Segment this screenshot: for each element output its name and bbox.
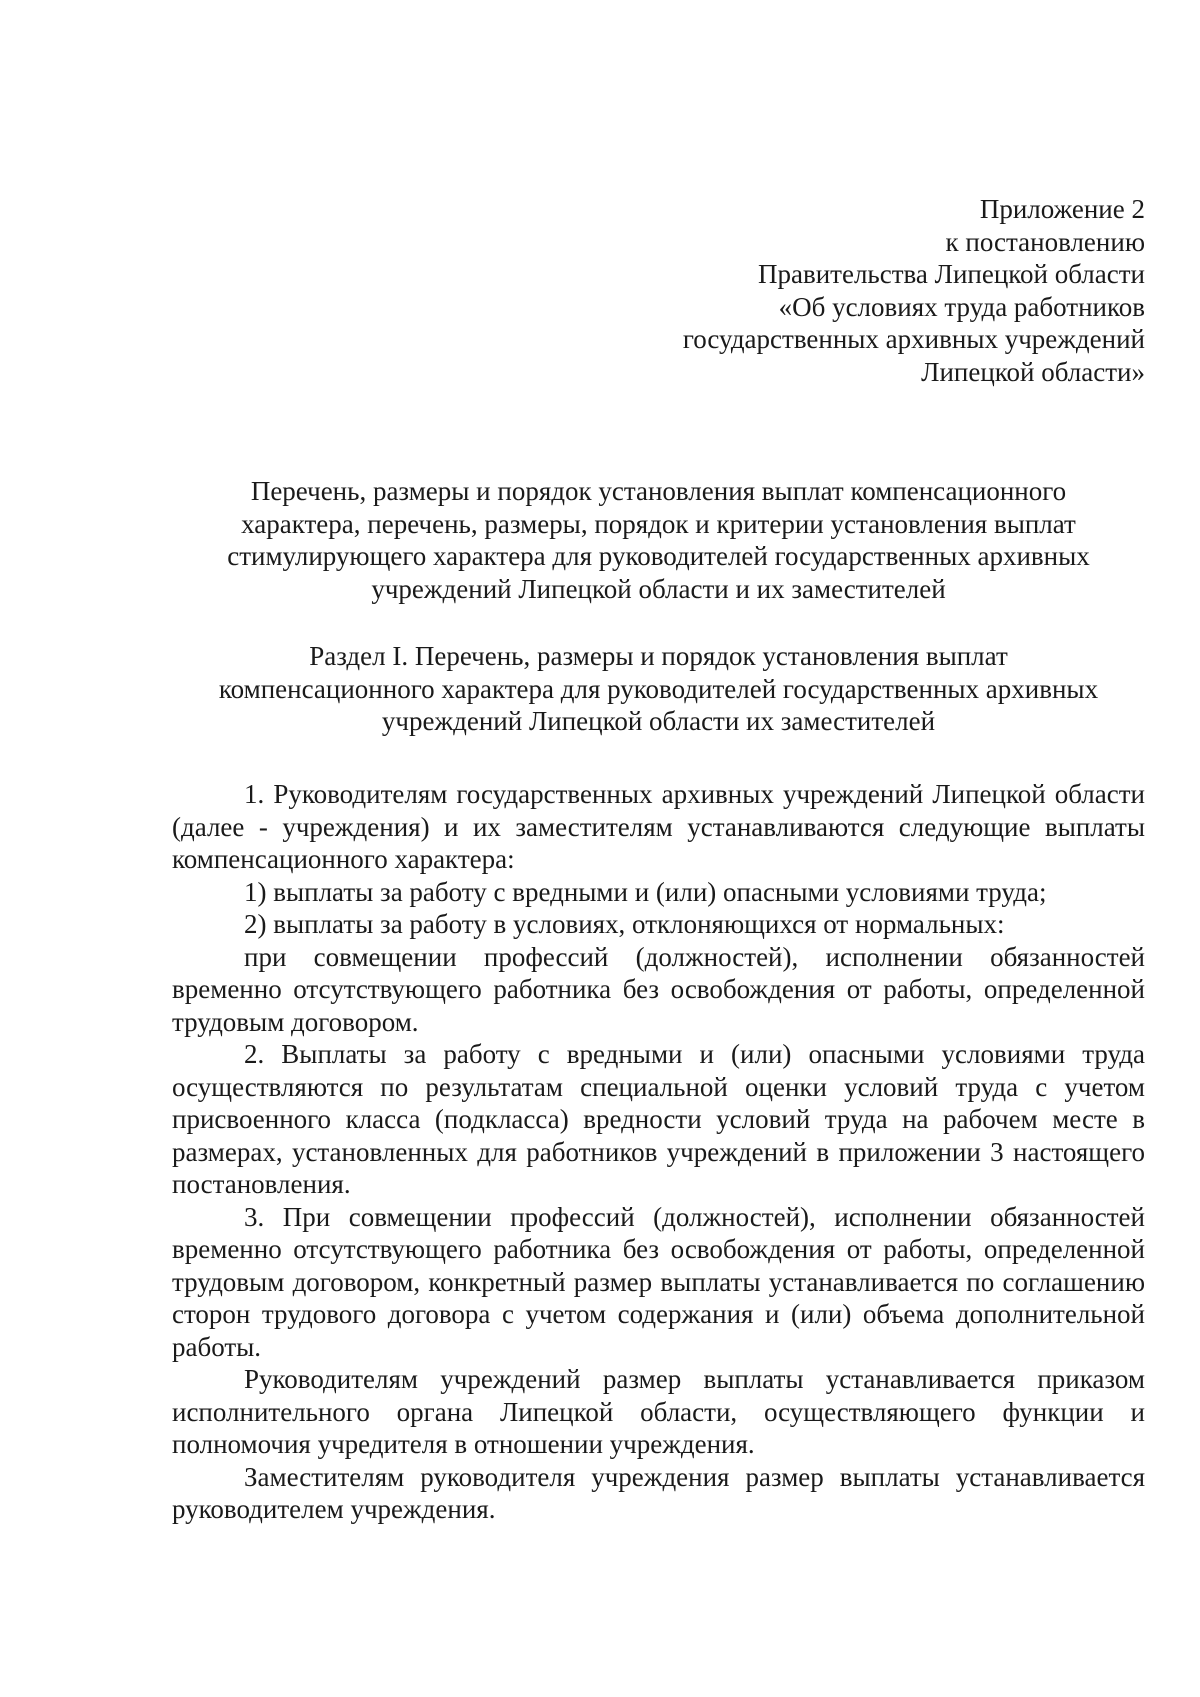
section-heading-line: Раздел I. Перечень, размеры и порядок установления выплат xyxy=(309,641,1008,671)
title-line: Перечень, размеры и порядок установления выплат компенсационного xyxy=(250,476,1067,506)
title-line: характера, перечень, размеры, порядок и критерии установления выплат xyxy=(241,508,1076,539)
paragraph-item-2: 2. Выплаты за работу с вредными и (или) опасными условиями труда осуществляются по результатам специальной оценки условий труда с учетом присвоенного класса (подкласса) вредности условий труда на рабочем месте в размерах, установленных для работников учреждений в приложении 3 настоящего постановления. xyxy=(172,1039,1145,1199)
section-heading-line: учреждений Липецкой области их заместителей xyxy=(381,706,936,736)
appendix-line: Приложение 2 xyxy=(979,194,1145,224)
appendix-line: к постановлению xyxy=(945,226,1145,257)
paragraph-combination: при совмещении профессий (должностей), исполнении обязанностей временно отсутствующего работника без освобождения от работы, определенной трудовым договором. xyxy=(172,941,1145,1037)
paragraph-subitem-1: 1) выплаты за работу с вредными и (или) опасными условиями труда; xyxy=(244,876,1047,907)
paragraph-subitem-2: 2) выплаты за работу в условиях, отклоняющихся от нормальных: xyxy=(244,909,1005,939)
paragraph-deputies: Заместителям руководителя учреждения размер выплаты устанавливается руководителем учреждения. xyxy=(172,1461,1145,1524)
title-line: учреждений Липецкой области и их заместителей xyxy=(371,573,946,604)
paragraph-heads: Руководителям учреждений размер выплаты устанавливается приказом исполнительного органа Липецкой области, осуществляющего функции и полномочия учредителя в отношении учреждения. xyxy=(172,1364,1145,1459)
appendix-line: Липецкой области» xyxy=(921,356,1145,387)
appendix-header xyxy=(560,193,1145,388)
appendix-line: Правительства Липецкой области xyxy=(757,259,1145,289)
document-body xyxy=(172,778,1145,1526)
document-title xyxy=(172,475,1145,605)
paragraph-item-1: 1. Руководителям государственных архивных учреждений Липецкой области (далее - учреждения) и их заместителям устанавливаются следующие выплаты компенсационного характера: xyxy=(172,779,1145,874)
appendix-line: «Об условиях труда работников xyxy=(778,291,1145,322)
paragraph-item-3: 3. При совмещении профессий (должностей), исполнении обязанностей временно отсутствующего работника без освобождения от работы, определенной трудовым договором, конкретный размер выплаты устанавливается по соглашению сторон трудового договора с учетом содержания и (или) объема дополнительной работы. xyxy=(172,1201,1145,1362)
section-heading xyxy=(172,640,1145,738)
section-heading-line: компенсационного характера для руководителей государственных архивных xyxy=(218,673,1099,704)
title-line: стимулирующего характера для руководителей государственных архивных xyxy=(227,541,1090,571)
appendix-line: государственных архивных учреждений xyxy=(682,324,1145,354)
